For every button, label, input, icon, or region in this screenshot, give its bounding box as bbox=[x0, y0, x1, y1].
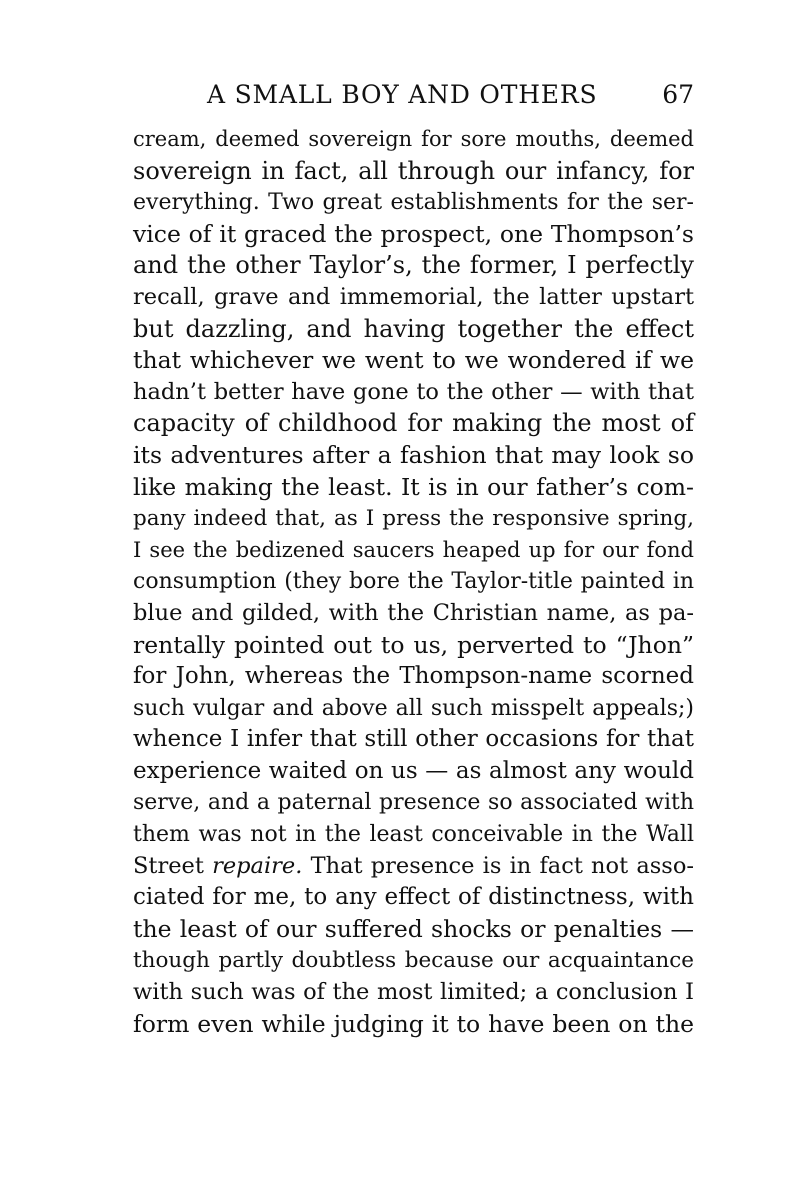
text-line: ciated for me, to any effect of distinctness, with bbox=[133, 884, 694, 911]
text-line-italic-mixed bbox=[133, 851, 694, 883]
text-line: form even while judging it to have been on the bbox=[133, 1009, 694, 1038]
text-line: everything. Two great establishments for the ser- bbox=[133, 190, 694, 216]
text-fragment: Street bbox=[133, 852, 213, 879]
running-header bbox=[133, 80, 694, 112]
text-line: the least of our suffered shocks or penalties — bbox=[133, 914, 694, 943]
text-line: whence I infer that still other occasions for that bbox=[133, 726, 694, 753]
page-number: 67 bbox=[662, 80, 694, 109]
text-line: for John, whereas the Thompson-name scorned bbox=[133, 663, 694, 690]
text-line: hadn’t better have gone to the other — with that bbox=[133, 378, 694, 405]
text-line: but dazzling, and having together the effect bbox=[133, 314, 694, 343]
text-line: capacity of childhood for making the most of bbox=[133, 409, 694, 438]
text-line: vice of it graced the prospect, one Thompson’s bbox=[133, 219, 694, 248]
text-line: them was not in the least conceivable in the Wall bbox=[133, 822, 694, 848]
body-text bbox=[133, 124, 694, 1040]
text-line: rentally pointed out to us, perverted to “Jhon” bbox=[133, 630, 694, 659]
italic-word: repaire. bbox=[212, 852, 303, 879]
text-line: recall, grave and immemorial, the latter upstart bbox=[133, 283, 694, 310]
text-line: though partly doubtless because our acquaintance bbox=[133, 948, 694, 974]
text-line: cream, deemed sovereign for sore mouths, deemed bbox=[133, 127, 694, 151]
text-line: I see the bedizened saucers heaped up for our fond bbox=[133, 537, 694, 562]
text-line: with such was of the most limited; a conclusion I bbox=[133, 979, 694, 1006]
text-line: pany indeed that, as I press the responsive spring, bbox=[133, 506, 694, 532]
running-title: A SMALL BOY AND OTHERS bbox=[207, 80, 598, 109]
text-line: such vulgar and above all such misspelt appeals;) bbox=[133, 695, 694, 721]
text-line: experience waited on us — as almost any would bbox=[133, 757, 694, 784]
text-line: blue and gilded, with the Christian name, as pa- bbox=[133, 599, 694, 626]
text-line: and the other Taylor’s, the former, I perfectly bbox=[133, 251, 694, 280]
text-line: like making the least. It is in our father’s com- bbox=[133, 472, 694, 501]
text-line: its adventures after a fashion that may look so bbox=[133, 440, 694, 469]
text-line: serve, and a paternal presence so associated with bbox=[133, 790, 694, 816]
text-line: that whichever we went to we wondered if we bbox=[133, 346, 694, 375]
text-fragment: That presence is in fact not asso- bbox=[302, 852, 694, 879]
text-line: sovereign in fact, all through our infancy, for bbox=[133, 156, 694, 185]
text-line: consumption (they bore the Taylor-title painted in bbox=[133, 569, 694, 595]
